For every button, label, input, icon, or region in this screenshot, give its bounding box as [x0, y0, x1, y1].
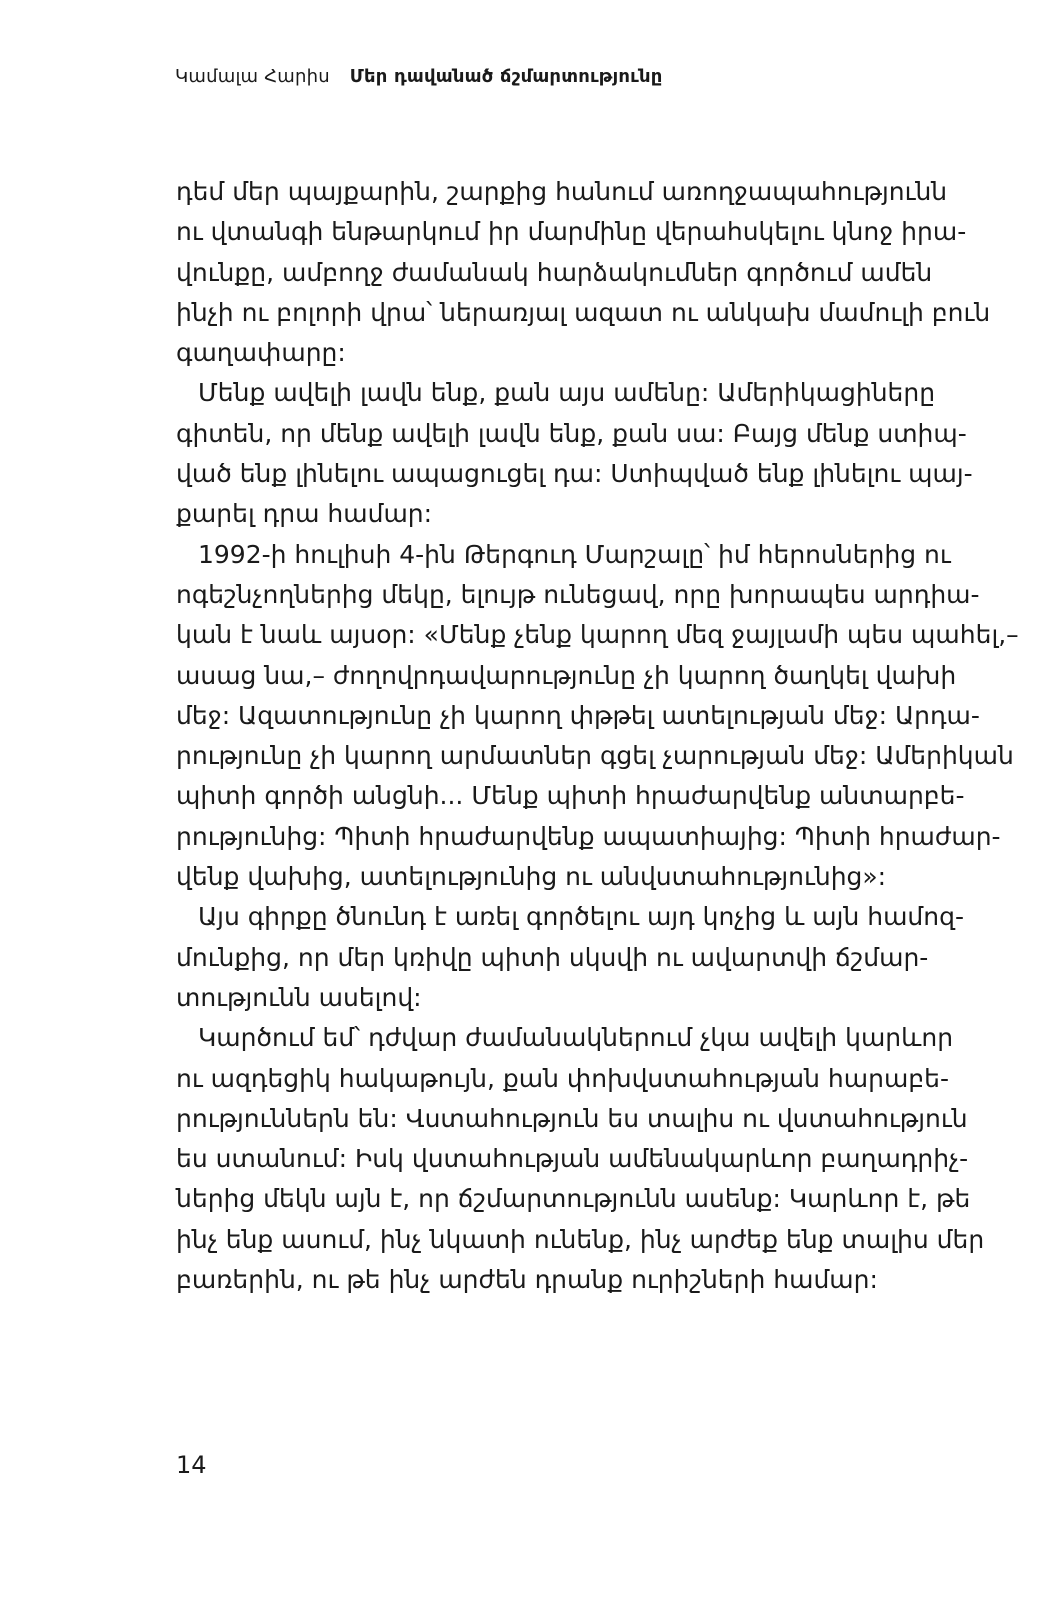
page-number: 14 [176, 1451, 207, 1479]
text-line: րությունը չի կարող արմատներ գցել չարության մեջ: Ամերիկան [176, 741, 1014, 771]
paragraph-first-line: Կարծում եմ՝ դժվար ժամանակներում չկա ավելի կարևոր [198, 1023, 954, 1053]
text-line: գիտեն, որ մենք ավելի լավն ենք, քան սա: Բայց մենք ստիպ- [176, 418, 967, 448]
text-line: ներից մեկն այն է, որ ճշմարտությունն ասենք: Կարևոր է, թե [176, 1184, 971, 1214]
text-line: բառերին, ու թե ինչ արժեն դրանք ուրիշների համար: [176, 1265, 878, 1295]
text-line: պիտի գործի անցնի... Մենք պիտի հրաժարվենք անտարբե- [176, 781, 965, 811]
text-line: րություններն են: Վստահություն ես տալիս ու վստահություն [176, 1103, 968, 1133]
text-line: ասաց նա,– ժողովրդավարությունը չի կարող ծաղկել վախի [176, 660, 957, 690]
text-line: րությունից: Պիտի հրաժարվենք ապատիայից: Պիտի հրաժար- [176, 821, 1001, 851]
running-head-book-title: Մեր դավանած ճշմարտությունը [349, 66, 663, 87]
text-line: ու ազդեցիկ հակաթույն, քան փոխվստահության հարաբե- [176, 1063, 950, 1093]
text-line: մունքից, որ մեր կռիվը պիտի սկսվի ու ավարտվի ճշմար- [176, 942, 929, 972]
text-line: վունքը, ամբողջ ժամանակ հարձակումներ գործում ամեն [176, 257, 933, 287]
text-line: ինչ ենք ասում, ինչ նկատի ունենք, ինչ արժեք ենք տալիս մեր [176, 1224, 985, 1254]
paragraph-first-line: Այս գիրքը ծնունդ է առել գործելու այդ կոչից և այն համոզ- [198, 902, 965, 932]
text-line: քարել դրա համար: [176, 499, 433, 529]
text-line: ինչի ու բոլորի վրա՝ ներառյալ ազատ ու անկախ մամուլի բուն [176, 297, 991, 327]
body-text [176, 172, 1019, 1300]
text-line: վենք վախից, ատելությունից ու անվստահությունից»: [176, 862, 887, 892]
text-line: կան է նաև այսօր: «Մենք չենք կարող մեզ ջայլամի պես պահել,– [176, 620, 1019, 650]
text-line: ոգեշնչողներից մեկը, ելույթ ունեցավ, որը խորապես արդիա- [176, 579, 980, 609]
running-head-author: Կամալա Հարիս [175, 66, 330, 87]
text-line: դեմ մեր պայքարին, շարքից հանում առողջապահությունն [176, 177, 948, 206]
text-line: ու վտանգի ենթարկում իր մարմինը վերահսկելու կնոջ իրա- [176, 217, 967, 247]
paragraph-first-line: Մենք ավելի լավն ենք, քան այս ամենը: Ամերիկացիները [198, 378, 936, 408]
running-head [175, 66, 662, 87]
text-line: տությունն ասելով: [176, 982, 422, 1012]
text-line: ված ենք լինելու ապացուցել դա: Ստիպված ենք լինելու պայ- [176, 459, 973, 489]
paragraph-first-line: 1992-ի հուլիսի 4-ին Թերգուդ Մարշալը՝ իմ հերոսներից ու [198, 539, 951, 569]
text-line: մեջ: Ազատությունը չի կարող փթթել ատելության մեջ: Արդա- [176, 700, 980, 730]
text-line: գաղափարը: [176, 338, 346, 368]
text-line: ես ստանում: Իսկ վստահության ամենակարևոր բաղադրիչ- [176, 1144, 969, 1174]
